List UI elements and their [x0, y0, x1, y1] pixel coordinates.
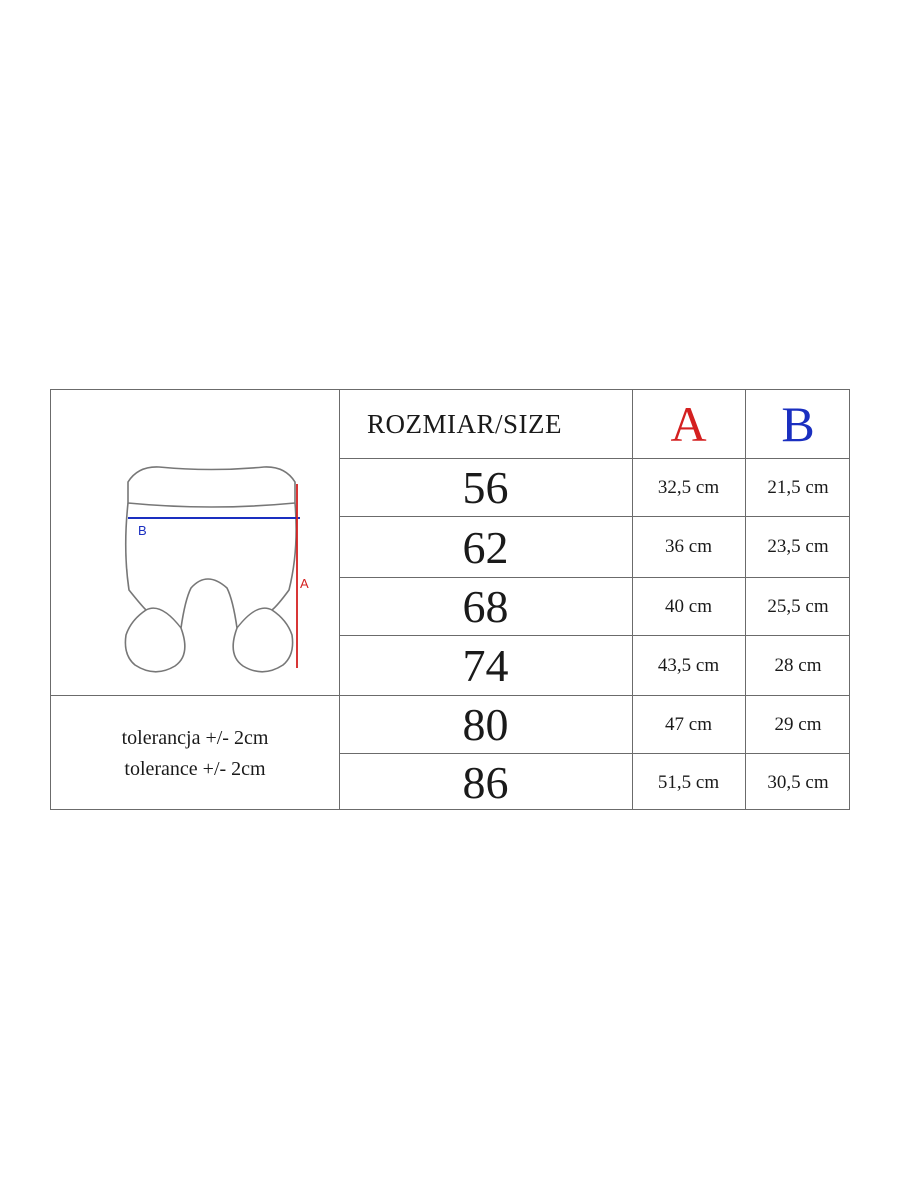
- measure-b-value: 25,5 cm: [767, 595, 829, 617]
- column-b-header: B: [781, 396, 815, 452]
- pants-outline: [125, 503, 296, 672]
- measure-a-value: 47 cm: [665, 713, 712, 735]
- measure-b-value: 28 cm: [774, 654, 822, 676]
- size-value: 56: [462, 462, 509, 513]
- measure-a-value: 43,5 cm: [657, 654, 720, 676]
- measure-b-value: 21,5 cm: [767, 476, 829, 498]
- waistband-outline: [128, 467, 295, 507]
- garment-diagram: [111, 460, 331, 690]
- size-value: 74: [462, 640, 509, 691]
- measure-b-value: 29 cm: [774, 713, 822, 735]
- diagram-label-a: A: [300, 576, 309, 591]
- measure-a-value: 40 cm: [665, 595, 712, 617]
- size-value: 86: [462, 757, 509, 808]
- size-chart-table: [50, 389, 850, 810]
- size-value: 68: [462, 581, 509, 632]
- column-a-header: A: [670, 396, 707, 452]
- size-column-header: ROZMIAR/SIZE: [367, 408, 562, 439]
- tolerance-note: [51, 697, 339, 811]
- measure-b-value: 30,5 cm: [767, 771, 829, 793]
- measure-a-value: 51,5 cm: [657, 771, 720, 793]
- tolerance-line-en: tolerance +/- 2cm: [124, 758, 266, 780]
- measure-a-value: 32,5 cm: [657, 476, 720, 498]
- measure-a-value: 36 cm: [665, 536, 712, 557]
- measure-b-value: 23,5 cm: [767, 536, 829, 557]
- size-value: 80: [462, 699, 509, 750]
- size-value: 62: [462, 521, 509, 573]
- tolerance-line-pl: tolerancja +/- 2cm: [121, 727, 269, 749]
- diagram-label-b: B: [138, 523, 147, 538]
